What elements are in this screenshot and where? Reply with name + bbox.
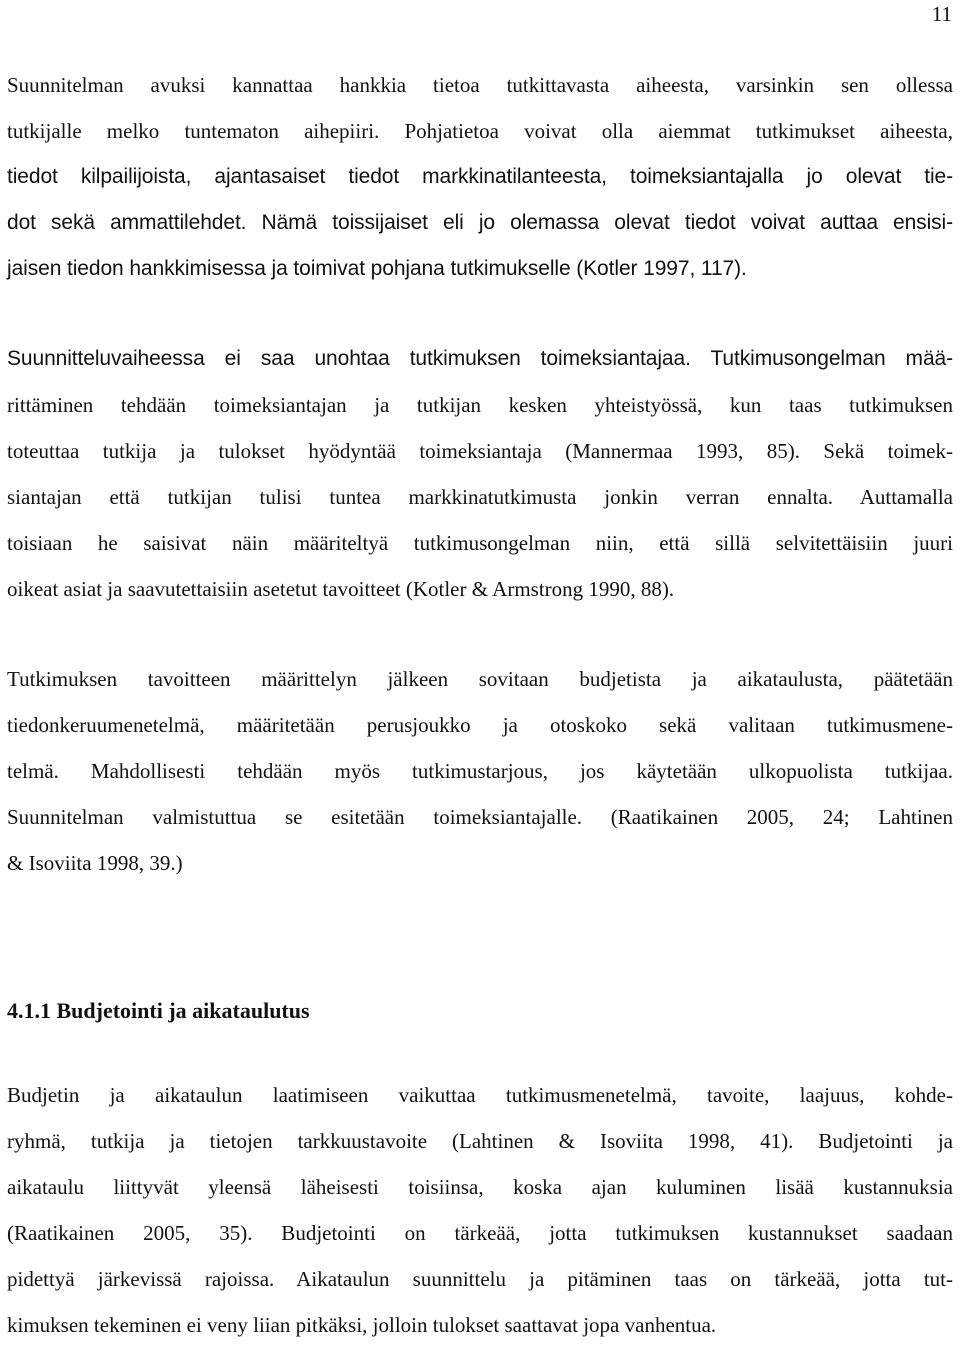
text-line: dot sekä ammattilehdet. Nämä toissijaiset eli jo olemassa olevat tiedot voivat auttaa ensisi- <box>7 211 953 234</box>
text-line: & Isoviita 1998, 39.) <box>7 851 183 875</box>
paragraph-sources <box>7 62 953 292</box>
section-heading: 4.1.1 Budjetointi ja aikataulutus <box>7 998 310 1023</box>
text-line: toisiaan he saisivat näin määriteltyä tutkimusongelman niin, että sillä selvitettäisiin juuri <box>7 531 953 555</box>
paragraph-objectives <box>7 656 953 886</box>
text-line: aikataulu liittyvät yleensä läheisesti toisiinsa, koska ajan kuluminen lisää kustannuksia <box>7 1175 953 1199</box>
text-line: pidettyä järkevissä rajoissa. Aikataulun suunnittelu ja pitäminen taas on tärkeää, jotta tut- <box>7 1267 953 1291</box>
text-line: Suunnitteluvaiheessa ei saa unohtaa tutkimuksen toimeksiantajaa. Tutkimusongelman mää- <box>7 347 953 370</box>
text-line: rittäminen tehdään toimeksiantajan ja tutkijan kesken yhteistyössä, kun taas tutkimuksen <box>7 393 953 417</box>
page-number: 11 <box>931 2 952 26</box>
text-line: oikeat asiat ja saavutettaisiin asetetut tavoitteet (Kotler & Armstrong 1990, 88). <box>7 577 675 601</box>
text-line: Budjetin ja aikataulun laatimiseen vaikuttaa tutkimusmenetelmä, tavoite, laajuus, kohde- <box>7 1083 953 1107</box>
text-line: tutkijalle melko tuntematon aihepiiri. Pohjatietoa voivat olla aiemmat tutkimukset aiheesta, <box>7 119 953 143</box>
text-line: ryhmä, tutkija ja tietojen tarkkuustavoite (Lahtinen & Isoviita 1998, 41). Budjetointi ja <box>7 1129 953 1153</box>
document-body <box>7 62 953 1348</box>
text-line: tiedot kilpailijoista, ajantasaiset tiedot markkinatilanteesta, toimeksiantajalla jo olevat tie- <box>7 165 953 188</box>
text-line: Suunnitelman avuksi kannattaa hankkia tietoa tutkittavasta aiheesta, varsinkin sen ollessa <box>7 73 953 97</box>
paragraph-budgeting <box>7 1072 953 1348</box>
text-line: Tutkimuksen tavoitteen määrittelyn jälkeen sovitaan budjetista ja aikataulusta, päätetään <box>7 667 953 691</box>
text-line: tiedonkeruumenetelmä, määritetään perusjoukko ja otoskoko sekä valitaan tutkimusmene- <box>7 713 953 737</box>
text-line: jaisen tiedon hankkimisessa ja toimivat pohjana tutkimukselle (Kotler 1997, 117). <box>7 257 747 280</box>
text-line: Suunnitelman valmistuttua se esitetään toimeksiantajalle. (Raatikainen 2005, 24; Lahtinen <box>7 805 953 829</box>
text-line: siantajan että tutkijan tulisi tuntea markkinatutkimusta jonkin verran ennalta. Auttamalla <box>7 485 953 509</box>
text-line: kimuksen tekeminen ei veny liian pitkäksi, jolloin tulokset saattavat jopa vanhentua. <box>7 1313 717 1337</box>
paragraph-client <box>7 336 953 612</box>
text-line: telmä. Mahdollisesti tehdään myös tutkimustarjous, jos käytetään ulkopuolista tutkijaa. <box>7 759 953 783</box>
text-line: toteuttaa tutkija ja tulokset hyödyntää toimeksiantaja (Mannermaa 1993, 85). Sekä toimek- <box>7 439 953 463</box>
text-line: (Raatikainen 2005, 35). Budjetointi on tärkeää, jotta tutkimuksen kustannukset saadaan <box>7 1221 953 1245</box>
